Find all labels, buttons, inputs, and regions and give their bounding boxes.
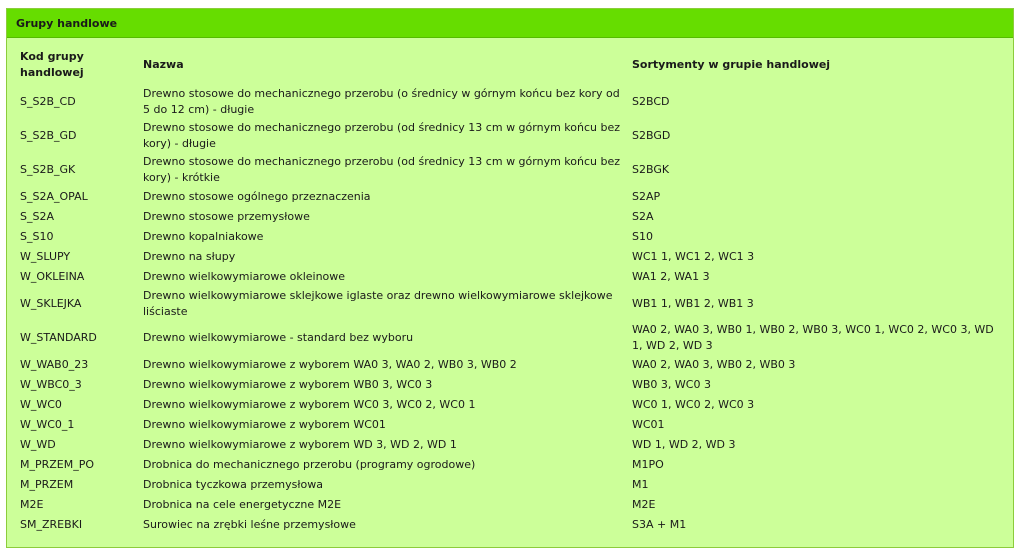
cell-code: SM_ZREBKI — [20, 518, 83, 531]
cell-name: Drewno wielkowymiarowe okleinowe — [143, 270, 346, 283]
header-code: Kod grupy handlowej — [20, 50, 84, 79]
trade-groups-table — [14, 45, 1004, 535]
cell-code: M_PRZEM — [20, 478, 74, 491]
cell-assortments: WC01 — [632, 418, 665, 431]
cell-code: W_WAB0_23 — [20, 358, 89, 371]
cell-name: Drobnica na cele energetyczne M2E — [143, 498, 342, 511]
cell-assortments: M2E — [632, 498, 656, 511]
table-row — [14, 375, 1004, 395]
cell-assortments: S2BCD — [632, 95, 670, 108]
table-row — [14, 435, 1004, 455]
cell-code: M_PRZEM_PO — [20, 458, 95, 471]
cell-assortments: WA0 2, WA0 3, WB0 1, WB0 2, WB0 3, WC0 1, WC0 2, WC0 3, WD 1, WD 2, WD 3 — [632, 323, 994, 352]
cell-code: S_S10 — [20, 230, 54, 243]
table-row — [14, 515, 1004, 535]
panel-title: Grupy handlowe — [7, 9, 1013, 38]
cell-assortments: WA0 2, WA0 3, WB0 2, WB0 3 — [632, 358, 796, 371]
cell-name: Drewno wielkowymiarowe z wyborem WD 3, WD 2, WD 1 — [143, 438, 457, 451]
cell-name: Drewno kopalniakowe — [143, 230, 264, 243]
cell-name: Drewno na słupy — [143, 250, 236, 263]
cell-code: W_WC0 — [20, 398, 62, 411]
cell-assortments: WC1 1, WC1 2, WC1 3 — [632, 250, 755, 263]
header-name: Nazwa — [143, 58, 184, 71]
cell-name: Drobnica tyczkowa przemysłowa — [143, 478, 323, 491]
table-row — [14, 287, 1004, 321]
table-row — [14, 153, 1004, 187]
cell-code: W_SLUPY — [20, 250, 71, 263]
cell-assortments: S2BGD — [632, 129, 671, 142]
cell-name: Drewno wielkowymiarowe sklejkowe iglaste oraz drewno wielkowymiarowe sklejkowe liściaste — [143, 289, 613, 318]
cell-name: Drewno wielkowymiarowe z wyborem WB0 3, WC0 3 — [143, 378, 433, 391]
cell-assortments: S2AP — [632, 190, 661, 203]
cell-code: S_S2A — [20, 210, 54, 223]
cell-code: W_WC0_1 — [20, 418, 75, 431]
cell-code: W_WBC0_3 — [20, 378, 82, 391]
cell-name: Surowiec na zrębki leśne przemysłowe — [143, 518, 356, 531]
table-row — [14, 455, 1004, 475]
cell-code: W_STANDARD — [20, 331, 97, 344]
cell-code: S_S2A_OPAL — [20, 190, 88, 203]
cell-name: Drewno stosowe do mechanicznego przerobu (od średnicy 13 cm w górnym końcu bez kory) - krótkie — [143, 155, 621, 184]
cell-assortments: WB0 3, WC0 3 — [632, 378, 711, 391]
table-row — [14, 227, 1004, 247]
cell-assortments: S2A — [632, 210, 654, 223]
table-row — [14, 187, 1004, 207]
cell-assortments: WA1 2, WA1 3 — [632, 270, 710, 283]
cell-name: Drewno wielkowymiarowe z wyborem WC01 — [143, 418, 386, 431]
cell-name: Drewno wielkowymiarowe - standard bez wyboru — [143, 331, 414, 344]
cell-code: S_S2B_GD — [20, 129, 77, 142]
cell-assortments: WB1 1, WB1 2, WB1 3 — [632, 297, 754, 310]
table-row — [14, 267, 1004, 287]
table-header-row — [14, 45, 1004, 85]
cell-code: M2E — [20, 498, 44, 511]
cell-assortments: S10 — [632, 230, 653, 243]
cell-assortments: M1 — [632, 478, 649, 491]
cell-name: Drewno wielkowymiarowe z wyborem WA0 3, WA0 2, WB0 3, WB0 2 — [143, 358, 517, 371]
header-assortments: Sortymenty w grupie handlowej — [632, 58, 831, 71]
cell-name: Drewno stosowe przemysłowe — [143, 210, 310, 223]
table-row — [14, 355, 1004, 375]
table-row — [14, 207, 1004, 227]
cell-name: Drobnica do mechanicznego przerobu (programy ogrodowe) — [143, 458, 476, 471]
cell-code: S_S2B_CD — [20, 95, 76, 108]
cell-assortments: M1PO — [632, 458, 664, 471]
cell-code: S_S2B_GK — [20, 163, 76, 176]
table-row — [14, 395, 1004, 415]
trade-groups-panel — [6, 8, 1014, 548]
cell-assortments: WC0 1, WC0 2, WC0 3 — [632, 398, 755, 411]
cell-assortments: WD 1, WD 2, WD 3 — [632, 438, 736, 451]
cell-code: W_WD — [20, 438, 56, 451]
cell-name: Drewno stosowe ogólnego przeznaczenia — [143, 190, 371, 203]
table-row — [14, 247, 1004, 267]
table-row — [14, 415, 1004, 435]
cell-code: W_OKLEINA — [20, 270, 85, 283]
cell-name: Drewno stosowe do mechanicznego przerobu (od średnicy 13 cm w górnym końcu bez kory) - długie — [143, 121, 621, 150]
cell-assortments: S3A + M1 — [632, 518, 687, 531]
table-row — [14, 321, 1004, 355]
table-row — [14, 85, 1004, 119]
table-row — [14, 495, 1004, 515]
cell-code: W_SKLEJKA — [20, 297, 82, 310]
table-row — [14, 475, 1004, 495]
cell-name: Drewno wielkowymiarowe z wyborem WC0 3, WC0 2, WC0 1 — [143, 398, 476, 411]
cell-name: Drewno stosowe do mechanicznego przerobu (o średnicy w górnym końcu bez kory od 5 do 12 cm) - długie — [143, 87, 620, 116]
cell-assortments: S2BGK — [632, 163, 670, 176]
table-row — [14, 119, 1004, 153]
